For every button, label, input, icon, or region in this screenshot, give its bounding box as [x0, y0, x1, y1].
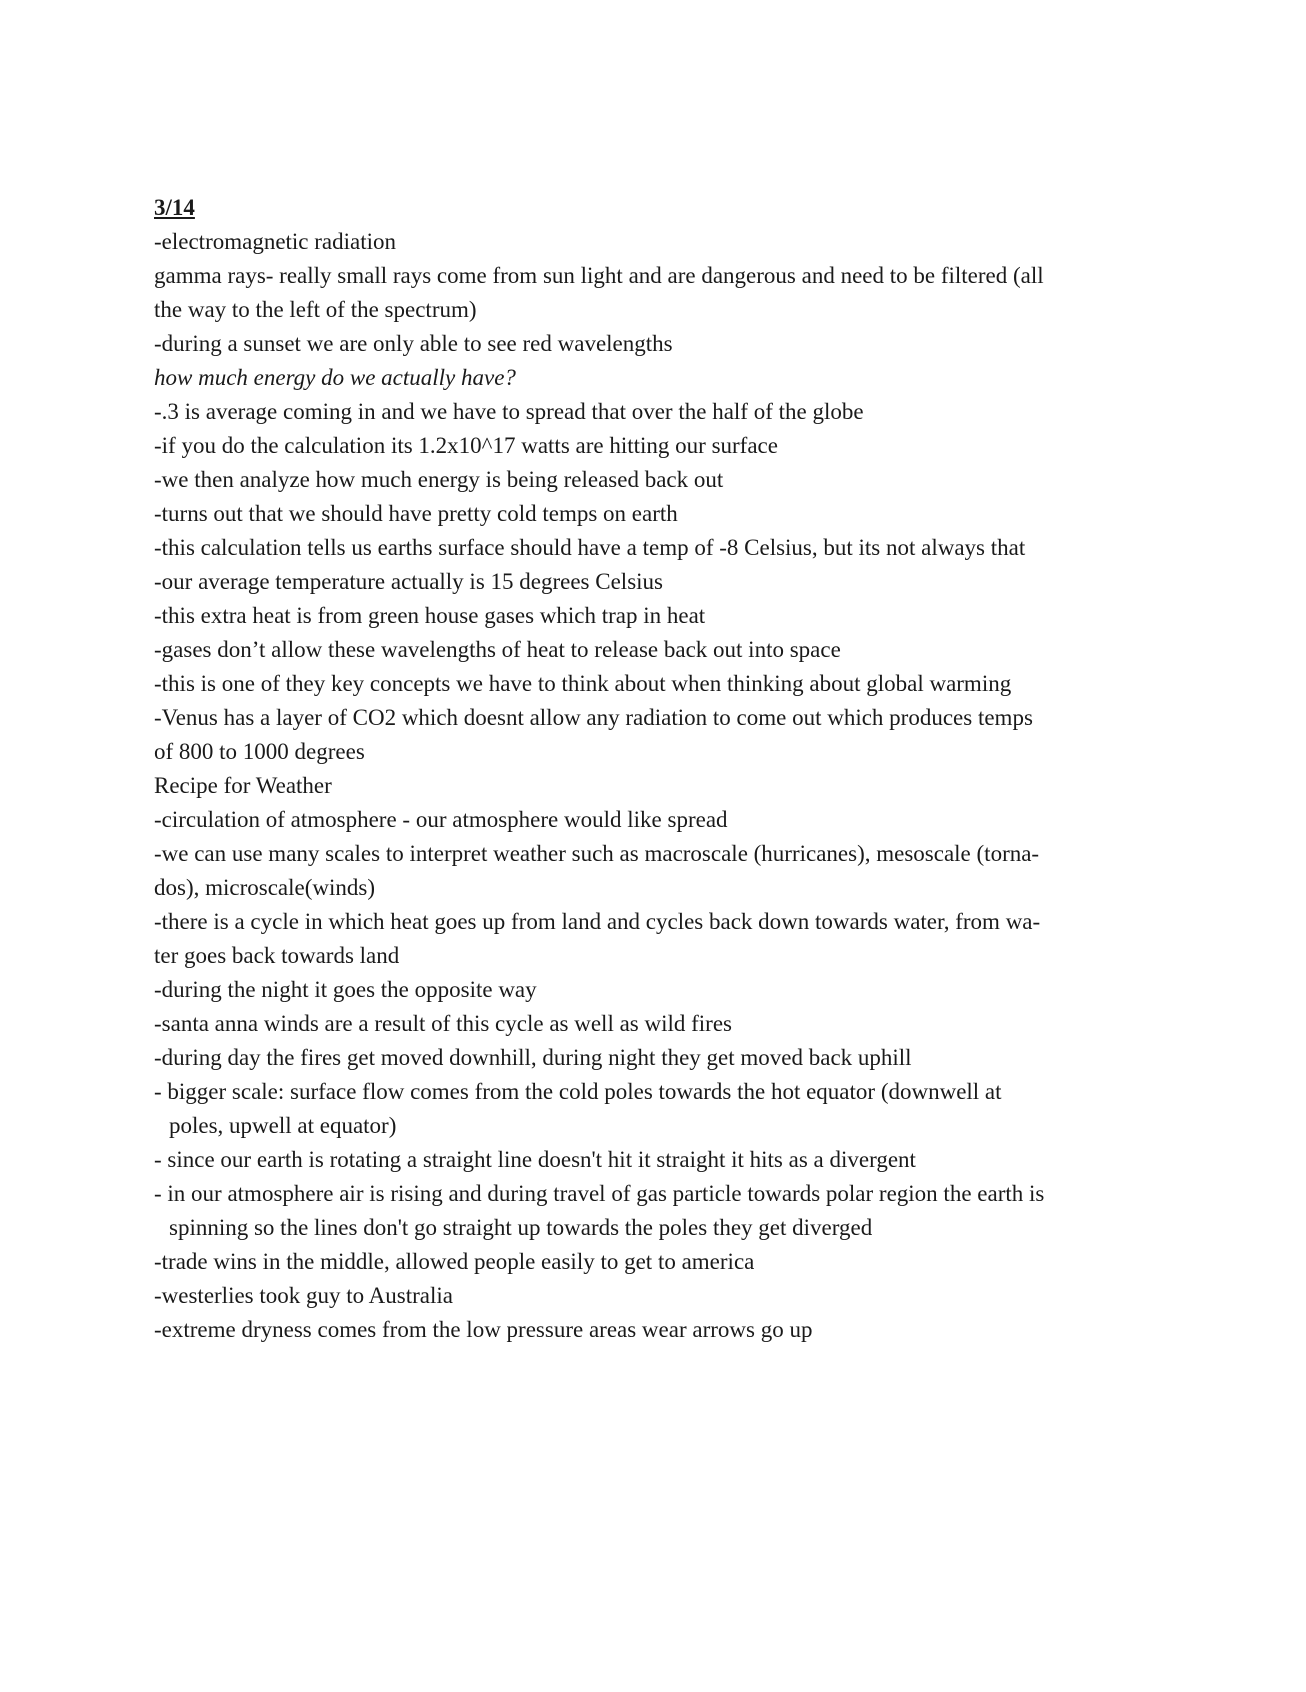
note-line: -we then analyze how much energy is being released back out [154, 467, 724, 492]
note-line: - since our earth is rotating a straight line doesn't hit it straight it hits as a divergent [154, 1147, 916, 1172]
note-line: of 800 to 1000 degrees [154, 739, 365, 764]
note-line: gamma rays- really small rays come from sun light and are dangerous and need to be filtered (all [154, 263, 1044, 288]
note-line: -westerlies took guy to Australia [154, 1283, 453, 1308]
note-line: -this calculation tells us earths surface should have a temp of -8 Celsius, but its not always that [154, 535, 1026, 560]
note-line: -turns out that we should have pretty cold temps on earth [154, 501, 678, 526]
note-line: dos), microscale(winds) [154, 875, 375, 900]
note-line: -circulation of atmosphere - our atmosphere would like spread [154, 807, 728, 832]
note-line: ter goes back towards land [154, 943, 400, 968]
notes-date-heading: 3/14 [154, 195, 195, 220]
note-line: - bigger scale: surface flow comes from the cold poles towards the hot equator (downwell at [154, 1079, 1002, 1104]
lecture-notes [154, 191, 1154, 1347]
note-line: poles, upwell at equator) [169, 1113, 397, 1138]
note-line: -this is one of they key concepts we have to think about when thinking about global warming [154, 671, 1012, 696]
note-line: -our average temperature actually is 15 degrees Celsius [154, 569, 663, 594]
note-line: -we can use many scales to interpret weather such as macroscale (hurricanes), mesoscale (torna- [154, 841, 1040, 866]
note-line: -during the night it goes the opposite way [154, 977, 537, 1002]
note-line: -if you do the calculation its 1.2x10^17 watts are hitting our surface [154, 433, 778, 458]
note-line: -during a sunset we are only able to see red wavelengths [154, 331, 673, 356]
note-line: -Venus has a layer of CO2 which doesnt allow any radiation to come out which produces temps [154, 705, 1033, 730]
note-line: -trade wins in the middle, allowed people easily to get to america [154, 1249, 755, 1274]
note-line: -there is a cycle in which heat goes up from land and cycles back down towards water, from wa- [154, 909, 1041, 934]
note-line: -during day the fires get moved downhill, during night they get moved back uphill [154, 1045, 912, 1070]
note-section-heading: Recipe for Weather [154, 773, 332, 798]
note-line: -.3 is average coming in and we have to spread that over the half of the globe [154, 399, 864, 424]
note-question: how much energy do we actually have? [154, 365, 516, 390]
note-line: spinning so the lines don't go straight up towards the poles they get diverged [169, 1215, 873, 1240]
note-line: -gases don’t allow these wavelengths of heat to release back out into space [154, 637, 841, 662]
note-line: the way to the left of the spectrum) [154, 297, 477, 322]
note-line: -santa anna winds are a result of this cycle as well as wild fires [154, 1011, 732, 1036]
note-line: -this extra heat is from green house gases which trap in heat [154, 603, 706, 628]
note-line: -electromagnetic radiation [154, 229, 397, 254]
note-line: -extreme dryness comes from the low pressure areas wear arrows go up [154, 1317, 813, 1342]
note-line: - in our atmosphere air is rising and during travel of gas particle towards polar region the earth is [154, 1181, 1045, 1206]
